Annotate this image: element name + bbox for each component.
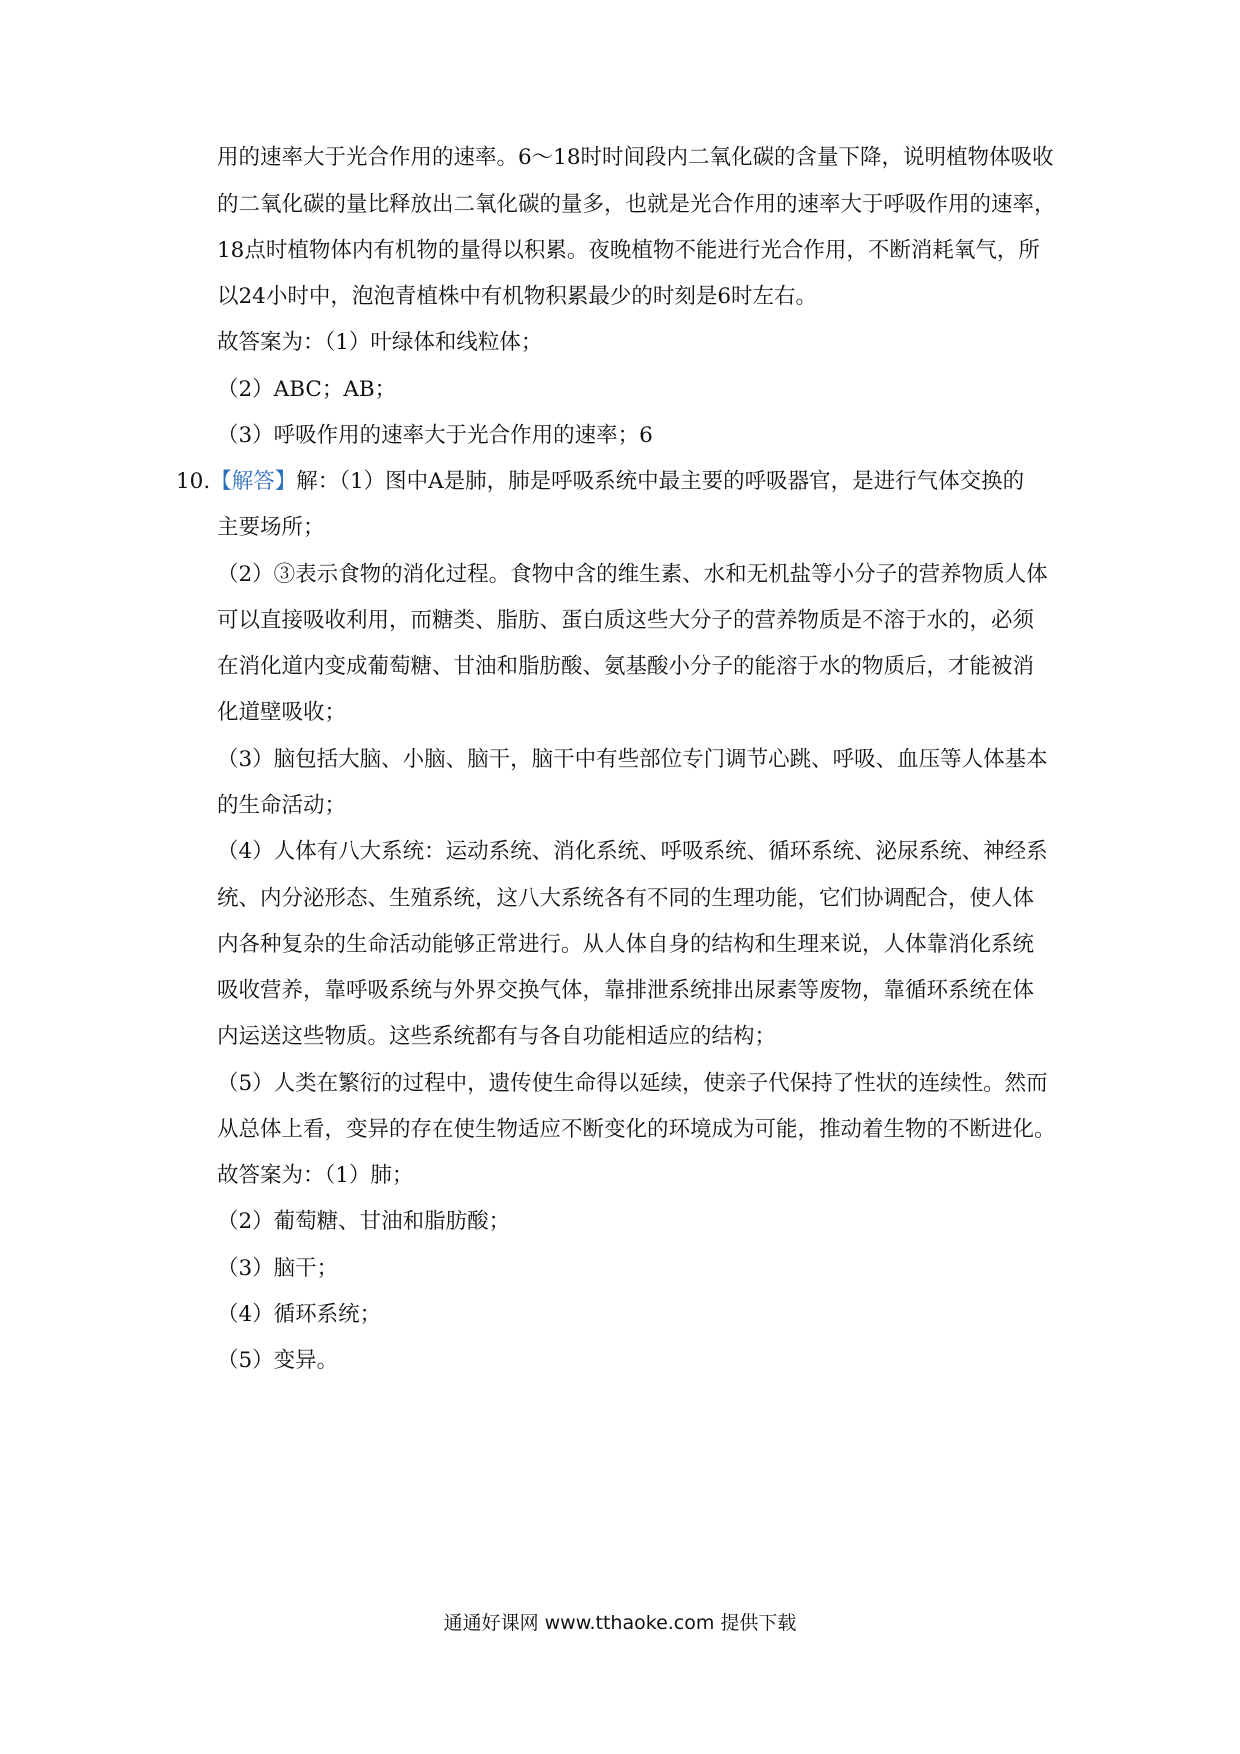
text-line: 用的速率大于光合作用的速率。6～18时时间段内二氧化碳的含量下降，说明植物体吸收 bbox=[217, 145, 1054, 170]
text-line: 主要场所； bbox=[217, 515, 325, 540]
question-number: 10. bbox=[176, 469, 211, 494]
answer-line: （3）脑干； bbox=[217, 1256, 339, 1281]
answer-line: （5）变异。 bbox=[217, 1348, 339, 1373]
text-line: （3）脑包括大脑、小脑、脑干，脑干中有些部位专门调节心跳、呼吸、血压等人体基本 bbox=[217, 747, 1048, 772]
text-line: 18点时植物体内有机物的量得以积累。夜晚植物不能进行光合作用，不断消耗氧气，所 bbox=[217, 238, 1040, 263]
text-line: 的二氧化碳的量比释放出二氧化碳的量多，也就是光合作用的速率大于呼吸作用的速率， bbox=[217, 192, 1056, 217]
answer-line: 故答案为：（1）叶绿体和线粒体； bbox=[217, 330, 543, 355]
question-text: 解：（1）图中A是肺，肺是呼吸系统中最主要的呼吸器官，是进行气体交换的 bbox=[296, 469, 1025, 494]
text-line: 统、内分泌形态、生殖系统，这八大系统各有不同的生理功能，它们协调配合，使人体 bbox=[217, 886, 1035, 911]
text-line: （4）人体有八大系统：运动系统、消化系统、呼吸系统、循环系统、泌尿系统、神经系 bbox=[217, 839, 1048, 864]
page-footer: 通通好课网 www.tthaoke.com 提供下载 bbox=[443, 1612, 797, 1634]
text-line: 从总体上看，变异的存在使生物适应不断变化的环境成为可能，推动着生物的不断进化。 bbox=[217, 1117, 1056, 1142]
answer-line: （2）葡萄糖、甘油和脂肪酸； bbox=[217, 1209, 511, 1234]
text-line: （5）人类在繁衍的过程中，遗传使生命得以延续，使亲子代保持了性状的连续性。然而 bbox=[217, 1071, 1048, 1096]
text-line: 以24小时中，泡泡青植株中有机物积累最少的时刻是6时左右。 bbox=[217, 284, 818, 309]
question-10-first-line bbox=[176, 467, 1057, 497]
text-line: （2）③表示食物的消化过程。食物中含的维生素、水和无机盐等小分子的营养物质人体 bbox=[217, 562, 1048, 587]
text-line: 在消化道内变成葡萄糖、甘油和脂肪酸、氨基酸小分子的能溶于水的物质后，才能被消 bbox=[217, 654, 1035, 679]
answer-line: （2）ABC；AB； bbox=[217, 377, 397, 402]
text-line: 的生命活动； bbox=[217, 793, 347, 818]
answer-line: 故答案为：（1）肺； bbox=[217, 1163, 414, 1188]
answer-line: （3）呼吸作用的速率大于光合作用的速率；6 bbox=[217, 423, 653, 448]
text-line: 吸收营养，靠呼吸系统与外界交换气体，靠排泄系统排出尿素等废物，靠循环系统在体 bbox=[217, 978, 1035, 1003]
text-line: 可以直接吸收利用，而糖类、脂肪、蛋白质这些大分子的营养物质是不溶于水的，必须 bbox=[217, 608, 1035, 633]
text-line: 内运送这些物质。这些系统都有与各自功能相适应的结构； bbox=[217, 1024, 777, 1049]
answer-line: （4）循环系统； bbox=[217, 1302, 382, 1327]
text-line: 内各种复杂的生命活动能够正常进行。从人体自身的结构和生理来说，人体靠消化系统 bbox=[217, 932, 1035, 957]
answer-tag: 【解答】 bbox=[210, 469, 297, 494]
text-line: 化道壁吸收； bbox=[217, 700, 347, 725]
